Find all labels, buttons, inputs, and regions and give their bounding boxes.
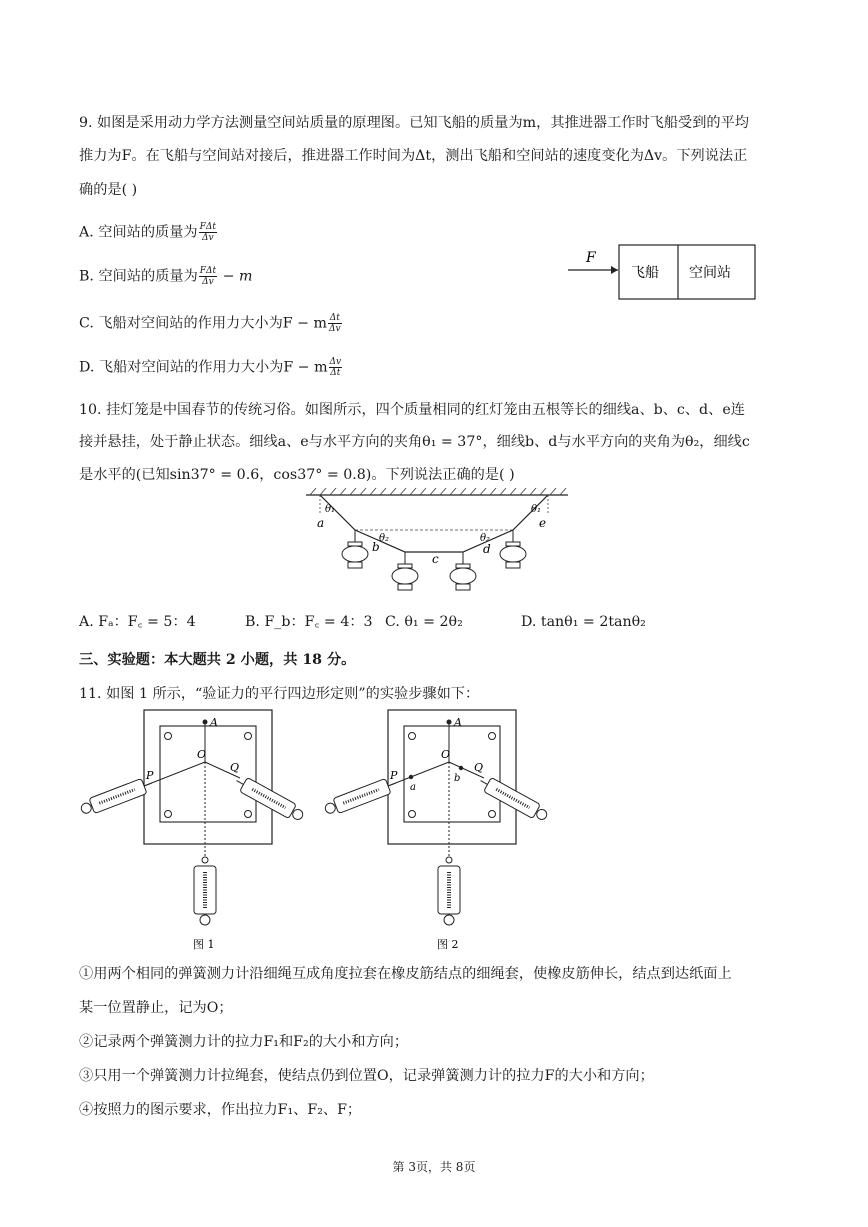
frac-den: Δt [330, 368, 341, 378]
label-p: P [146, 769, 154, 782]
theta1-right-label: θ₁ [531, 504, 542, 515]
frac-num: FΔt [199, 222, 216, 232]
frac-den: Δv [201, 233, 214, 243]
string-b-label: b [372, 540, 380, 554]
figure-2-caption: 图 2 [437, 938, 459, 951]
ship-label: 飞船 [631, 265, 659, 281]
section-3-heading: 三、实验题：本大题共 2 小题，共 18 分。 [79, 652, 356, 668]
force-f-label: F [586, 250, 596, 266]
string-c-label: c [432, 552, 439, 566]
q10-option-d: D. tanθ₁ = 2tanθ₂ [521, 614, 646, 630]
frac-den: Δv [329, 324, 341, 334]
q9-option-c: C. 飞船对空间站的作用力大小为F − m $\frac{\Delta t}{\Delta v}$ [79, 313, 341, 334]
q11-figure-1 [80, 706, 305, 956]
q9-figure [560, 240, 760, 305]
page-footer: 第 3页，共 8页 [392, 1160, 476, 1174]
label-o: O [441, 748, 451, 761]
theta2-right-label: θ₂ [480, 533, 491, 544]
q11-step-1b: 某一位置静止，记为O； [79, 1000, 233, 1016]
frac-den: Δv [202, 277, 214, 287]
station-label: 空间站 [689, 265, 731, 281]
q10-line-1: 10. 挂灯笼是中国春节的传统习俗。如图所示，四个质量相同的红灯笼由五根等长的细线a、b、c、d、e连 [79, 402, 745, 418]
frac-num: Δt [329, 313, 340, 323]
q11-line-1: 11. 如图 1 所示，“验证力的平行四边形定则”的实验步骤如下： [79, 686, 480, 702]
string-a-label: a [317, 516, 325, 530]
q9-line-3: 确的是( ) [79, 182, 138, 198]
string-e-label: e [539, 516, 547, 530]
q11-step-2: ②记录两个弹簧测力计的拉力F₁和F₂的大小和方向； [79, 1034, 409, 1050]
q10-option-a: A. Fₐ：F꜀ = 5：4 [79, 614, 196, 630]
q9-option-a: A. 空间站的质量为 $\frac{\text{FΔt}}{\Delta v}$ [79, 222, 216, 243]
q9-line-1: 9. 如图是采用动力学方法测量空间站质量的原理图。已知飞船的质量为m，其推进器工作时飞船受到的平均 [79, 115, 749, 131]
label-a: A [454, 716, 462, 729]
q9-option-d: D. 飞船对空间站的作用力大小为F − m $\frac{\Delta v}{\Delta t}$ [79, 357, 342, 378]
q10-option-b: B. F_b：F꜀ = 4：3 [245, 614, 373, 630]
theta1-left-label: θ₁ [325, 504, 336, 515]
q11-figure-2 [324, 706, 549, 956]
q10-option-c: C. θ₁ = 2θ₂ [385, 614, 463, 630]
theta2-left-label: θ₂ [379, 533, 390, 544]
label-q: Q [474, 761, 484, 774]
frac-num: FΔt [199, 266, 217, 276]
label-o: O [197, 748, 207, 761]
figure-1-caption: 图 1 [193, 938, 215, 951]
spring-balance-left [80, 776, 154, 818]
label-q: Q [230, 761, 240, 774]
q9-option-b: B. 空间站的质量为 $\frac{\text{FΔt}}{\Delta v}$ − m [79, 266, 253, 287]
spring-balance-bottom [194, 857, 216, 925]
q10-line-2: 接并悬挂，处于静止状态。细线a、e与水平方向的夹角θ₁ = 37°，细线b、d与水平方向的夹角为θ₂，细线c [79, 434, 750, 450]
label-p: P [390, 769, 398, 782]
q11-step-1a: ①用两个相同的弹簧测力计沿细绳互成角度拉套在橡皮筋结点的细绳套，使橡皮筋伸长，结点到达纸面上 [79, 966, 732, 982]
label-point-a: a [410, 782, 416, 793]
frac-num: Δv [329, 357, 342, 367]
label-point-b: b [454, 773, 461, 784]
string-d-label: d [483, 542, 491, 556]
q9-line-2: 推力为F。在飞船与空间站对接后，推进器工作时间为Δt，测出飞船和空间站的速度变化为Δv。下列说法正 [79, 148, 748, 164]
q11-step-4: ④按照力的图示要求，作出拉力F₁、F₂、F； [79, 1102, 362, 1118]
q10-lantern-figure [298, 487, 580, 592]
spring-balance-bottom [438, 857, 460, 925]
q11-step-3: ③只用一个弹簧测力计拉绳套，使结点仍到位置O，记录弹簧测力计的拉力F的大小和方向； [79, 1068, 654, 1084]
spring-balance-left [324, 776, 398, 818]
q10-line-3: 是水平的(已知sin37° = 0.6，cos37° = 0.8)。下列说法正确的是( ) [79, 467, 515, 483]
label-a: A [210, 716, 218, 729]
